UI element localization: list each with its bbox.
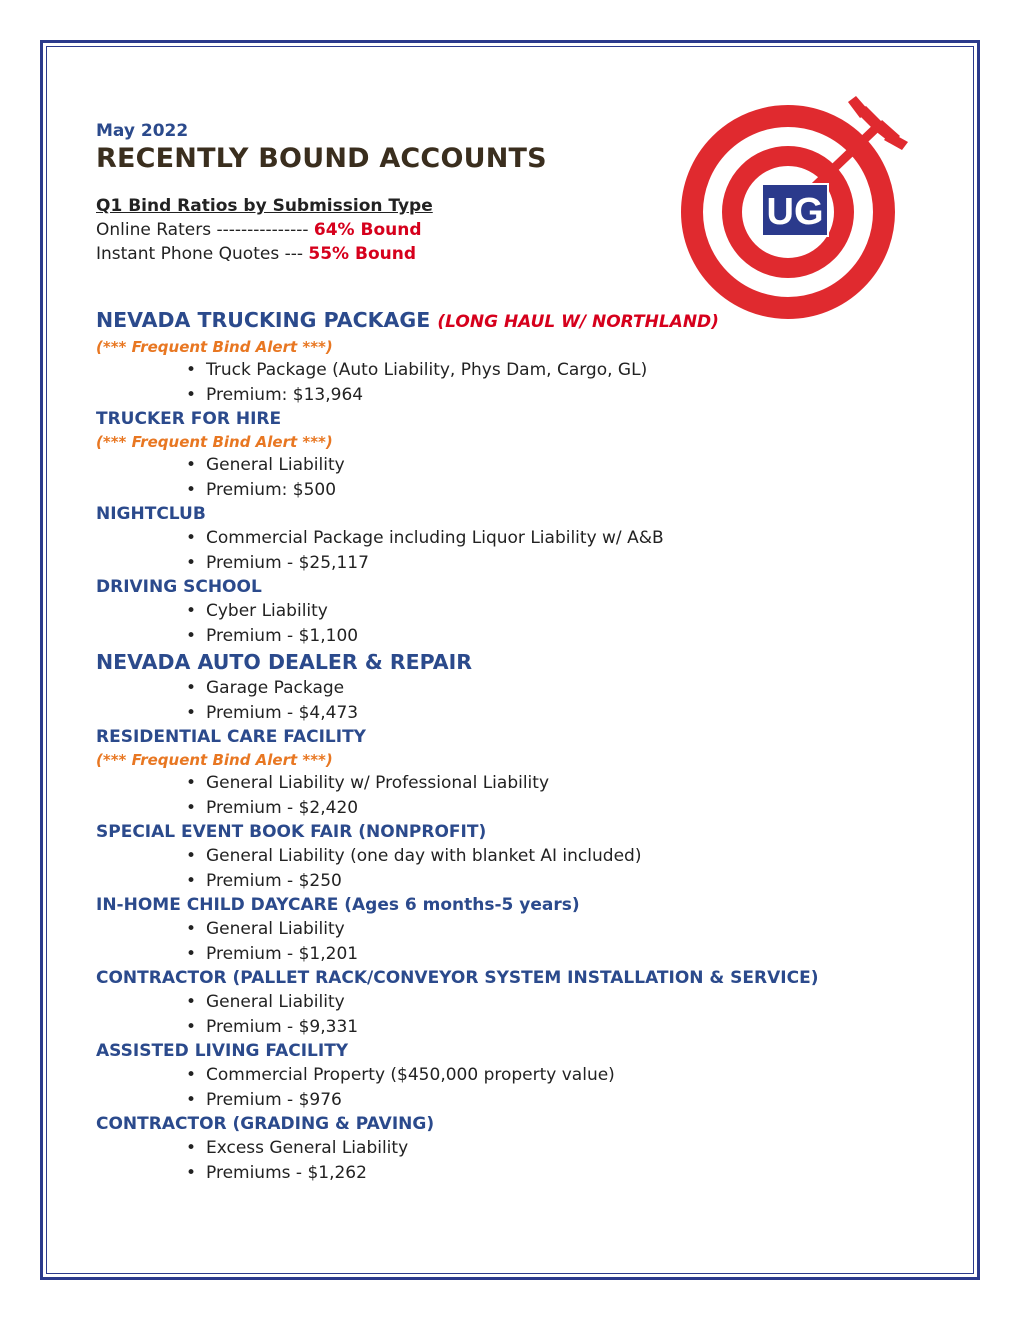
account-name (96, 306, 956, 336)
bind-ratio-value: 64% Bound (313, 220, 422, 240)
list-item: • Premium - $25,117 (206, 551, 956, 576)
account-name: ASSISTED LIVING FACILITY (96, 1041, 349, 1061)
account-note (437, 312, 719, 332)
list-item: • Premiums - $1,262 (206, 1161, 956, 1186)
account-name: RESIDENTIAL CARE FACILITY (96, 727, 366, 747)
account-name: IN-HOME CHILD DAYCARE (Ages 6 months-5 years) (96, 895, 580, 915)
note-open: ( (437, 312, 446, 332)
account-details (96, 599, 956, 648)
account-name: SPECIAL EVENT BOOK FAIR (NONPROFIT) (96, 822, 487, 842)
account-details (96, 844, 956, 893)
account-name: CONTRACTOR (PALLET RACK/CONVEYOR SYSTEM INSTALLATION & SERVICE) (96, 968, 819, 988)
bind-ratio-label: Instant Phone Quotes --- (96, 244, 309, 264)
issue-date: May 2022 (96, 121, 189, 141)
frequent-bind-alert: (*** Frequent Bind Alert ***) (96, 433, 333, 451)
bind-ratio-label: Online Raters --------------- (96, 220, 314, 240)
list-item: • General Liability w/ Professional Liability (206, 771, 956, 796)
account-details (96, 1063, 956, 1112)
bind-ratio-heading: Q1 Bind Ratios by Submission Type (96, 196, 433, 216)
account-list (96, 306, 956, 1185)
list-item: • Commercial Package including Liquor Liability w/ A&B (206, 526, 956, 551)
frequent-bind-alert: (*** Frequent Bind Alert ***) (96, 751, 333, 769)
list-item: • General Liability (206, 453, 956, 478)
page-title: RECENTLY BOUND ACCOUNTS (96, 143, 547, 174)
account-name-text: NEVADA TRUCKING PACKAGE (96, 308, 431, 332)
list-item: • Premium - $1,100 (206, 624, 956, 649)
account-name: TRUCKER FOR HIRE (96, 409, 282, 429)
list-item: • Premium - $250 (206, 869, 956, 894)
list-item: • Premium - $4,473 (206, 701, 956, 726)
note-close: ) (711, 312, 719, 332)
bind-ratio-value: 55% Bound (308, 244, 417, 264)
list-item: • Excess General Liability (206, 1136, 956, 1161)
document-content (96, 120, 956, 1185)
account-details (96, 1136, 956, 1185)
list-item: • Premium - $1,201 (206, 942, 956, 967)
account-details (96, 990, 956, 1039)
list-item: • Truck Package (Auto Liability, Phys Dam, Cargo, GL) (206, 358, 956, 383)
logo-text: UG (766, 191, 824, 233)
list-item: • Premium - $976 (206, 1088, 956, 1113)
list-item: • General Liability (206, 990, 956, 1015)
bind-ratio-online (96, 218, 956, 242)
account-details (96, 358, 956, 407)
account-details (96, 453, 956, 502)
account-name: NEVADA AUTO DEALER & REPAIR (96, 650, 473, 674)
list-item: • General Liability (206, 917, 956, 942)
account-name: CONTRACTOR (GRADING & PAVING) (96, 1114, 435, 1134)
list-item: • Garage Package (206, 676, 956, 701)
list-item: • Premium: $500 (206, 478, 956, 503)
list-item: • General Liability (one day with blanket AI included) (206, 844, 956, 869)
list-item: • Cyber Liability (206, 599, 956, 624)
account-details (96, 526, 956, 575)
account-name: DRIVING SCHOOL (96, 577, 262, 597)
account-name: NIGHTCLUB (96, 504, 206, 524)
account-details (96, 917, 956, 966)
account-details (96, 676, 956, 725)
list-item: • Premium - $9,331 (206, 1015, 956, 1040)
list-item: • Commercial Property ($450,000 property value) (206, 1063, 956, 1088)
bind-ratio-phone (96, 242, 956, 266)
list-item: • Premium: $13,964 (206, 383, 956, 408)
list-item: • Premium - $2,420 (206, 796, 956, 821)
frequent-bind-alert: (*** Frequent Bind Alert ***) (96, 338, 333, 356)
account-details (96, 771, 956, 820)
note-text: LONG HAUL W/ NORTHLAND (445, 312, 712, 332)
